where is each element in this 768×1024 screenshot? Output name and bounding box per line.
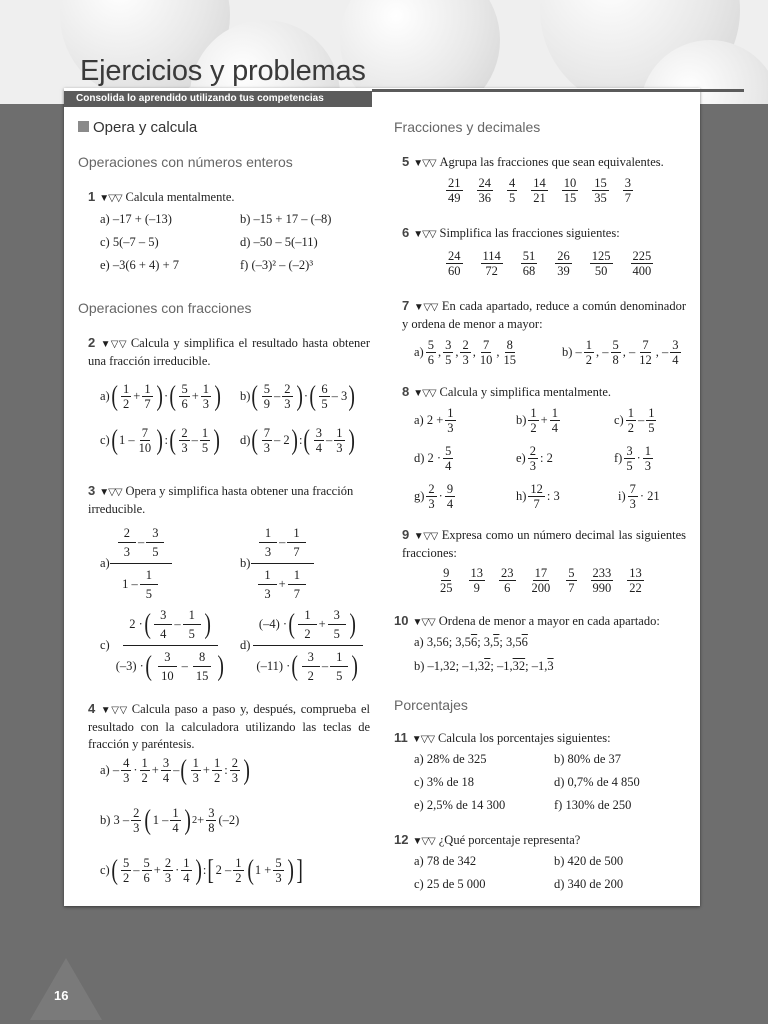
ex2-c: c) ( 1 – $\frac{7}{10}$ ) : ( $\frac{2}{3}$ – $\frac{1}{5}$ ) (100, 424, 220, 456)
exercise-12-items: a) 78 de 342 b) 420 de 500 c) 25 de 5 000 d) 340 de 200 (414, 854, 624, 891)
ex4-a: a) – $\frac{4}{3}$ · $\frac{1}{2}$ + $\frac{3}{4}$ – ( $\frac{1}{3}$ + $\frac{1}{2}$ : $\frac{2}{3}$ ) (100, 754, 250, 786)
exercise-11-items: a) 28% de 325 b) 80% de 37 c) 3% de 18 d) 0,7% de 4 850 e) 2,5% de 14 300 f) 130% de 250 (414, 752, 640, 812)
section-title-opera: Opera y calcula (78, 119, 197, 136)
ex10-a: a) 3,56; 3,56; 3,5; 3,56 (414, 635, 528, 649)
ex8-d: d) 2 · $\frac{5}{4}$ (414, 444, 452, 473)
ex8-g: g) $\frac{2}{3}$ · $\frac{9}{4}$ (414, 482, 454, 511)
exercise-4: 4 ▼▽▽ Calcula paso a paso y, después, comprueba el resultado con la calculadora utilizando las teclas de fracción y paréntesis. (88, 701, 370, 751)
ex6-fractions: $\frac{24}{60}$ $\frac{114}{72}$ $\frac{51}{68}$ $\frac{26}{39}$ $\frac{125}{50}$ $\frac{225}{400}$ (448, 249, 652, 278)
exercise-1: 1 ▼▽▽ Calcula mentalmente. (88, 189, 235, 204)
ex3-c: c) 2 · ( $\frac{3}{4}$ – $\frac{1}{5}$ ) (–3) · ( $\frac{3}{10}$ – $\frac{8}{15}$ ) (100, 604, 232, 687)
ex4-b: b) 3 – $\frac{2}{3}$ ( 1 – $\frac{1}{4}$ ) 2 + $\frac{3}{8}$ (–2) (100, 804, 240, 836)
ex8-f: f) $\frac{3}{5}$ · $\frac{1}{3}$ (614, 444, 651, 473)
subsection-enteros: Operaciones con números enteros (78, 154, 293, 170)
ex8-i: i) $\frac{7}{3}$ · 21 (618, 482, 660, 511)
page-title: Ejercicios y problemas (80, 55, 366, 87)
subtitle-bar: Consolida lo aprendido utilizando tus competencias (64, 91, 372, 107)
exercise-1-items: a) –17 + (–13) b) –15 + 17 – (–8) c) 5(–7 – 5) d) –50 – 5(–11) e) –3(6 + 4) + 7 f) (–3)² – (–2)³ (100, 212, 332, 272)
ex3-a: a) $\frac{2}{3}$ – $\frac{3}{5}$ 1 – $\frac{1}{5}$ (100, 522, 172, 605)
ex8-e: e) $\frac{2}{3}$ : 2 (516, 444, 553, 473)
ex9-fractions: $\frac{9}{25}$ $\frac{13}{9}$ $\frac{23}{6}$ $\frac{17}{200}$ $\frac{5}{7}$ $\frac{233}{990}$ $\frac{13}{22}$ (440, 566, 642, 595)
ex10-b: b) –1,32; –1,32; –1,32; –1,3 (414, 659, 554, 673)
exercise-3: 3 ▼▽▽ Opera y simplifica hasta obtener una fracción irreducible. (88, 483, 354, 516)
difficulty-icon: ▼▽▽ (99, 705, 128, 716)
exercise-10: 10 ▼▽▽ Ordena de menor a mayor en cada apartado: (394, 613, 660, 628)
exercise-2: 2 ▼▽▽ Calcula y simplifica el resultado hasta obtener una fracción irreducible. (88, 335, 371, 368)
ex4-c: c) ( $\frac{5}{2}$ – $\frac{5}{6}$ + $\frac{2}{3}$ · $\frac{1}{4}$ ) : [ 2 – $\frac{1}{2}$ ( 1 + $\frac{5}{3}$ ) ] (100, 854, 303, 886)
exercise-7: 7 ▼▽▽ En cada apartado, reduce a común denominador y ordena de menor a mayor: (402, 298, 687, 331)
difficulty-icon: ▼▽▽ (412, 617, 435, 628)
subsection-fracciones: Operaciones con fracciones (78, 300, 252, 316)
ex7-a: a) $\frac{5}{6}$ , $\frac{3}{5}$ , $\frac{2}{3}$ , $\frac{7}{10}$ , $\frac{8}{15}$ (414, 338, 516, 367)
exercise-5: 5 ▼▽▽ Agrupa las fracciones que sean equivalentes. (402, 154, 664, 169)
ex8-a: a) 2 + $\frac{1}{3}$ (414, 406, 454, 435)
difficulty-icon: ▼▽▽ (413, 302, 438, 313)
ex8-b: b) $\frac{1}{2}$ + $\frac{1}{4}$ (516, 406, 558, 435)
difficulty-icon: ▼▽▽ (413, 158, 436, 169)
difficulty-icon: ▼▽▽ (413, 229, 436, 240)
ex5-fractions: $\frac{21}{49}$ $\frac{24}{36}$ $\frac{4}{5}$ $\frac{14}{21}$ $\frac{10}{15}$ $\frac{15}{35}$ $\frac{3}{7}$ (448, 176, 631, 205)
subsection-porcentajes: Porcentajes (394, 697, 468, 713)
ex8-c: c) $\frac{1}{2}$ – $\frac{1}{5}$ (614, 406, 655, 435)
difficulty-icon: ▼▽▽ (413, 531, 438, 542)
exercise-11: 11 ▼▽▽ Calcula los porcentajes siguientes: (394, 730, 611, 745)
exercise-9: 9 ▼▽▽ Expresa como un número decimal las siguientes fracciones: (402, 527, 687, 560)
ex7-b: b) – $\frac{1}{2}$ , – $\frac{5}{8}$ , – $\frac{7}{12}$ , – $\frac{3}{4}$ (562, 338, 679, 367)
ex3-b: b) $\frac{1}{3}$ – $\frac{1}{7}$ $\frac{1}{3}$ + $\frac{1}{7}$ (240, 522, 314, 605)
difficulty-icon: ▼▽▽ (412, 836, 435, 847)
difficulty-icon: ▼▽▽ (99, 339, 127, 350)
ex2-a: a) ( $\frac{1}{2}$ + $\frac{1}{7}$ ) · ( $\frac{5}{6}$ + $\frac{1}{3}$ ) (100, 380, 221, 412)
exercise-12: 12 ▼▽▽ ¿Qué porcentaje representa? (394, 832, 581, 847)
square-bullet-icon (78, 121, 89, 132)
ex8-h: h) $\frac{12}{7}$ : 3 (516, 482, 560, 511)
exercise-6: 6 ▼▽▽ Simplifica las fracciones siguientes: (402, 225, 620, 240)
difficulty-icon: ▼▽▽ (413, 388, 436, 399)
ex3-d: d) (–4) · ( $\frac{1}{2}$ + $\frac{3}{5}$ ) (–11) · ( $\frac{3}{2}$ – $\frac{1}{5}$ ) (240, 604, 366, 687)
header-rule (372, 89, 744, 92)
difficulty-icon: ▼▽▽ (411, 734, 435, 745)
difficulty-icon: ▼▽▽ (99, 193, 122, 204)
page-number: 16 (54, 988, 69, 1003)
difficulty-icon: ▼▽▽ (99, 487, 122, 498)
exercise-8: 8 ▼▽▽ Calcula y simplifica mentalmente. (402, 384, 611, 399)
ex2-d: d) ( $\frac{7}{3}$ – 2 ) : ( $\frac{3}{4}$ – $\frac{1}{3}$ ) (240, 424, 355, 456)
subsection-fracciones-decimales: Fracciones y decimales (394, 119, 541, 135)
ex2-b: b) ( $\frac{5}{9}$ – $\frac{2}{3}$ ) · ( $\frac{6}{5}$ – 3 ) (240, 380, 356, 412)
